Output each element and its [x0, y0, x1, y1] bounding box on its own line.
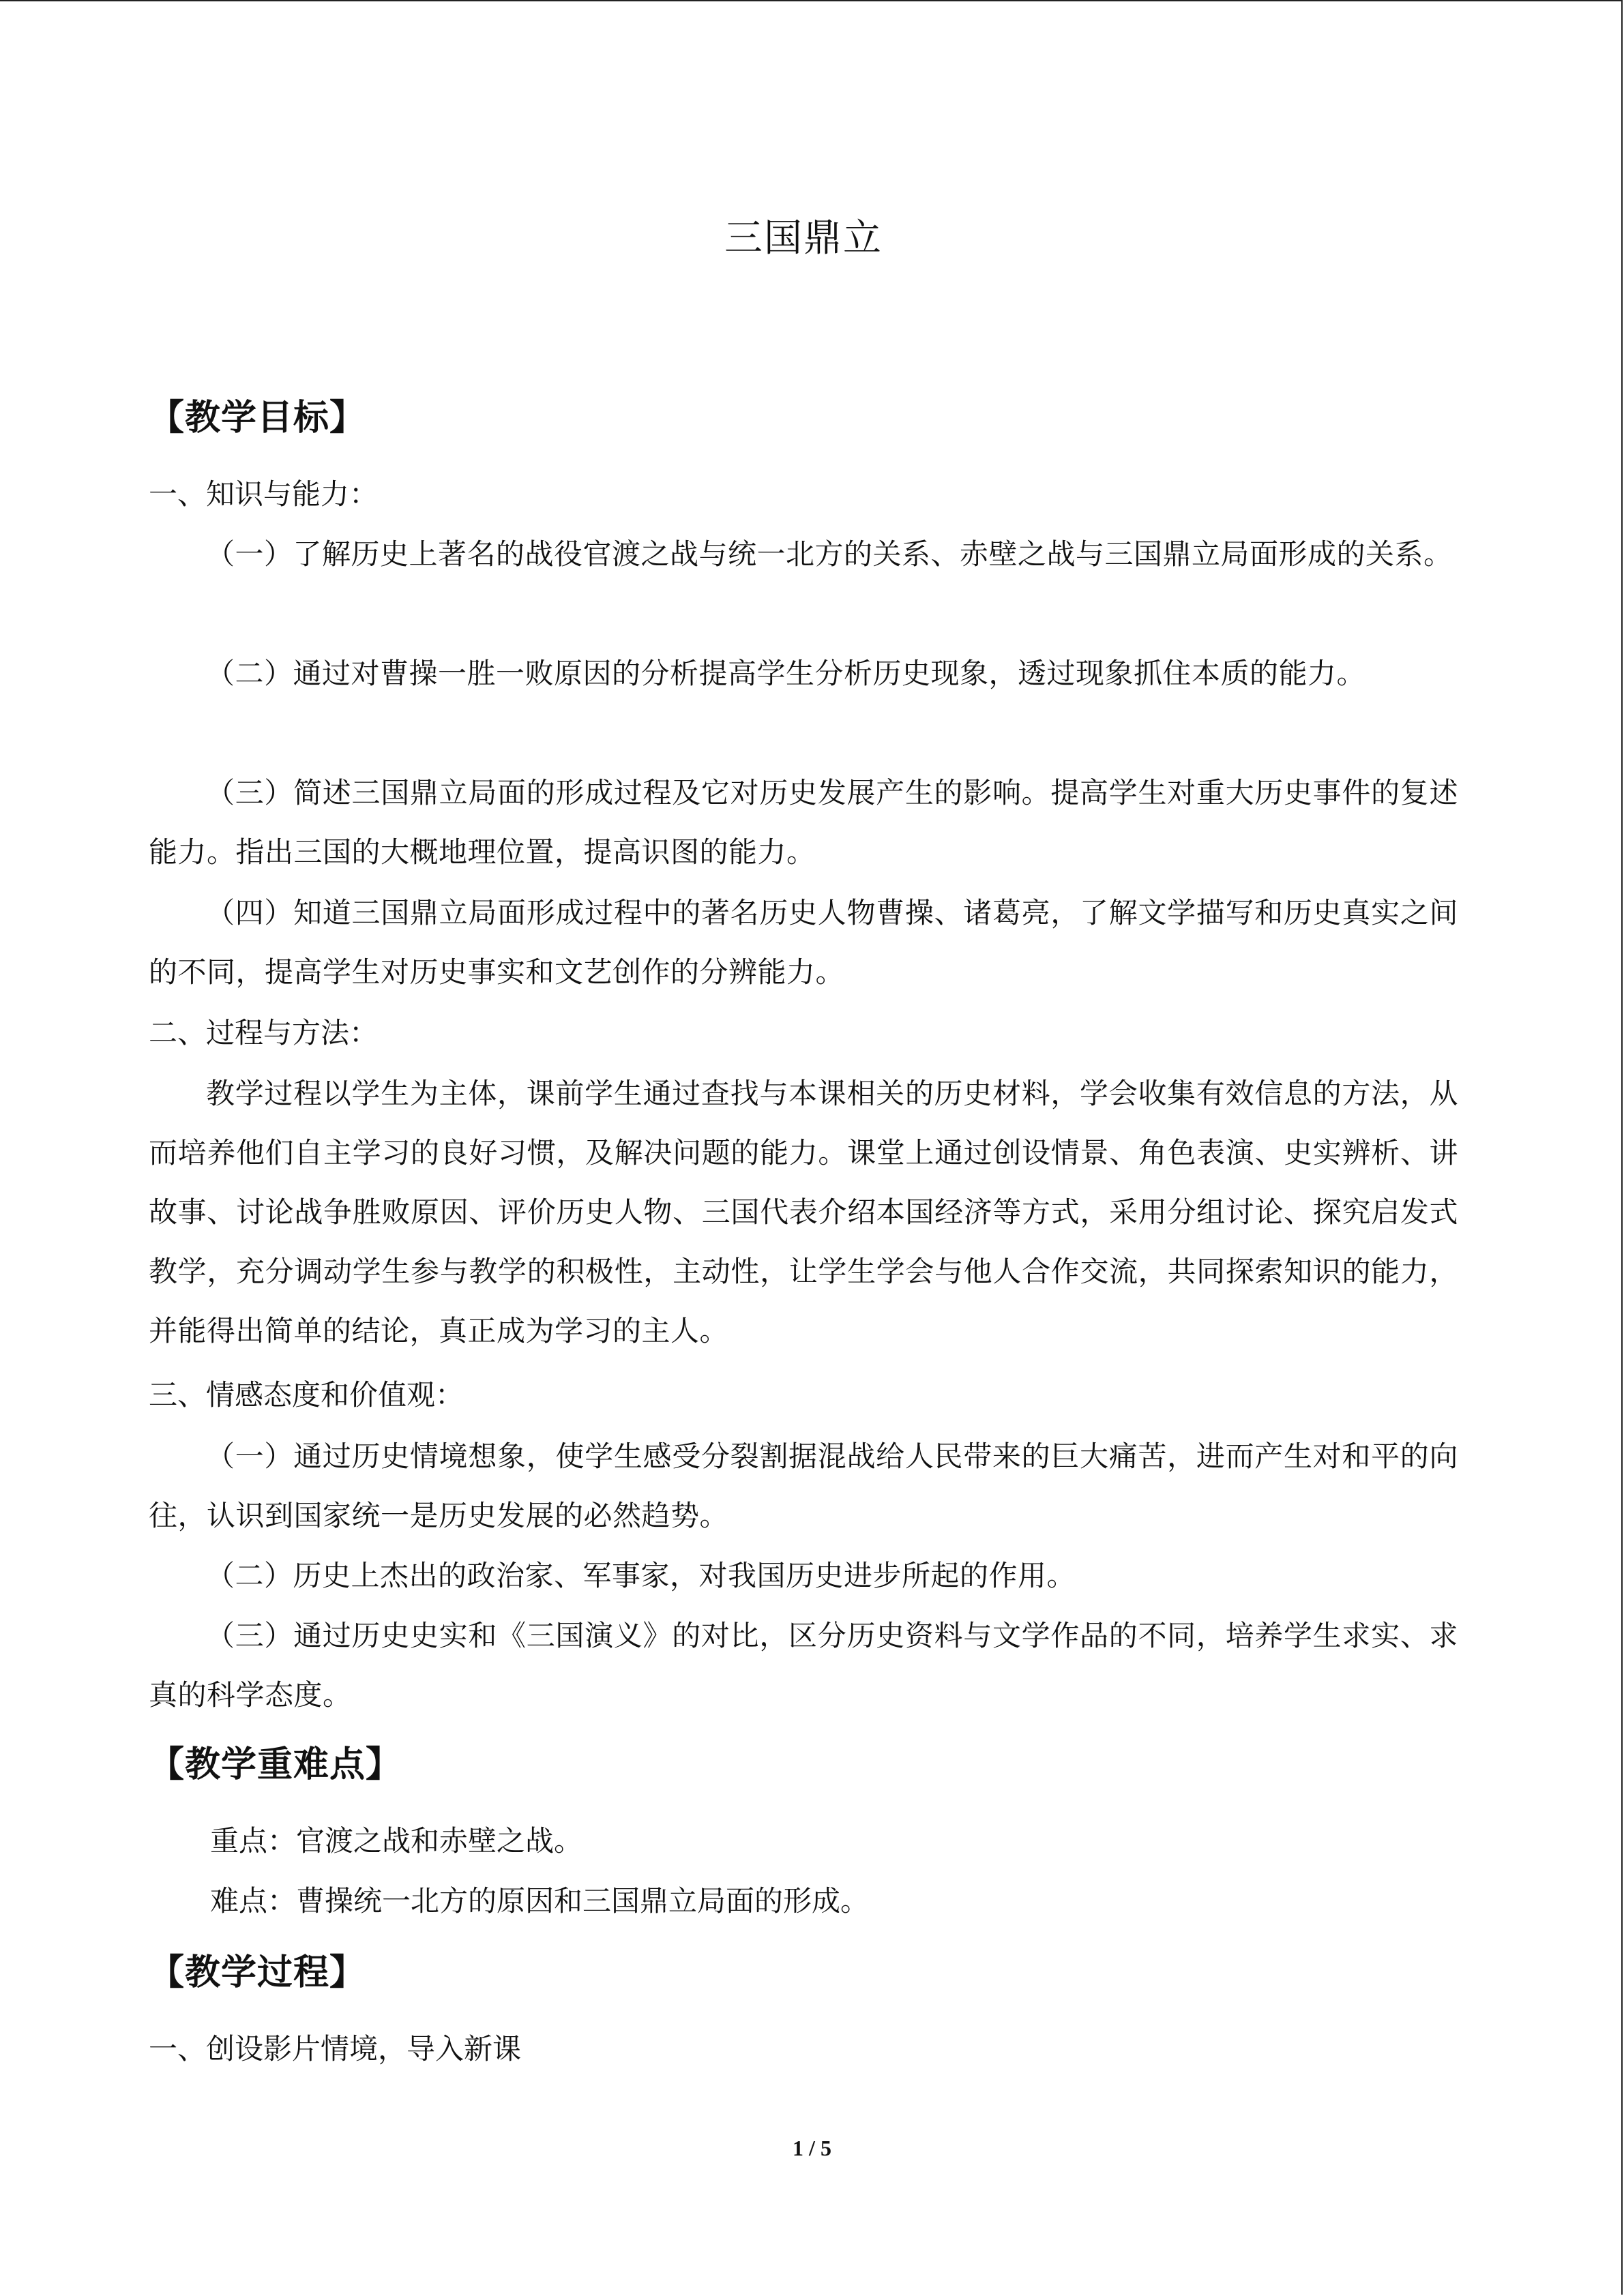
goal-paragraph-7: （二）历史上杰出的政治家、军事家，对我国历史进步所起的作用。: [206, 1559, 1076, 1592]
heading-key-difficult-points: 【教学重难点】: [149, 1744, 402, 1785]
key-point: 重点：官渡之战和赤壁之战。: [210, 1824, 583, 1858]
heading-teaching-goals: 【教学目标】: [149, 398, 366, 438]
page-number: 1 / 5: [793, 2136, 831, 2160]
page-title: 三国鼎立: [724, 216, 883, 260]
goal-paragraph-6: （一）通过历史情境想象，使学生感受分裂割据混战给人民带来的巨大痛苦，进而产生对和平的向往，认识到国家统一是历史发展的必然趋势。: [149, 1440, 1458, 1532]
difficult-point: 难点：曹操统一北方的原因和三国鼎立局面的形成。: [210, 1884, 870, 1918]
heading-teaching-process: 【教学过程】: [149, 1952, 366, 1993]
subheading-emotion-values: 三、情感态度和价值观：: [149, 1378, 464, 1412]
goal-paragraph-5: 教学过程以学生为主体，课前学生通过查找与本课相关的历史材料，学会收集有效信息的方法，从而培养他们自主学习的良好习惯，及解决问题的能力。课堂上通过创设情景、角色表演、史实辨析、讲故事、讨论战争胜败原因、评价历史人物、三国代表介绍本国经济等方式，采用分组讨论、探究启发式教学，充分调动学生参与教学的积极性，主动性，让学生学会与他人合作交流，共同探索知识的能力，并能得出简单的结论，真正成为学习的主人。: [149, 1077, 1458, 1347]
subheading-process-method: 二、过程与方法：: [149, 1016, 379, 1049]
subheading-knowledge-ability: 一、知识与能力：: [149, 477, 379, 511]
process-step-1: 一、创设影片情境，导入新课: [149, 2032, 522, 2066]
goal-paragraph-3: （三）简述三国鼎立局面的形成过程及它对历史发展产生的影响。提高学生对重大历史事件的复述能力。指出三国的大概地理位置，提高识图的能力。: [149, 776, 1458, 869]
goal-paragraph-2: （二）通过对曹操一胜一败原因的分析提高学生分析历史现象，透过现象抓住本质的能力。: [206, 657, 1366, 690]
goal-paragraph-8: （三）通过历史史实和《三国演义》的对比，区分历史资料与文学作品的不同，培养学生求实、求真的科学态度。: [149, 1619, 1458, 1712]
goal-paragraph-4: （四）知道三国鼎立局面形成过程中的著名历史人物曹操、诸葛亮，了解文学描写和历史真实之间的不同，提高学生对历史事实和文艺创作的分辨能力。: [149, 896, 1458, 989]
goal-paragraph-1: （一）了解历史上著名的战役官渡之战与统一北方的关系、赤壁之战与三国鼎立局面形成的关系。: [206, 537, 1453, 571]
